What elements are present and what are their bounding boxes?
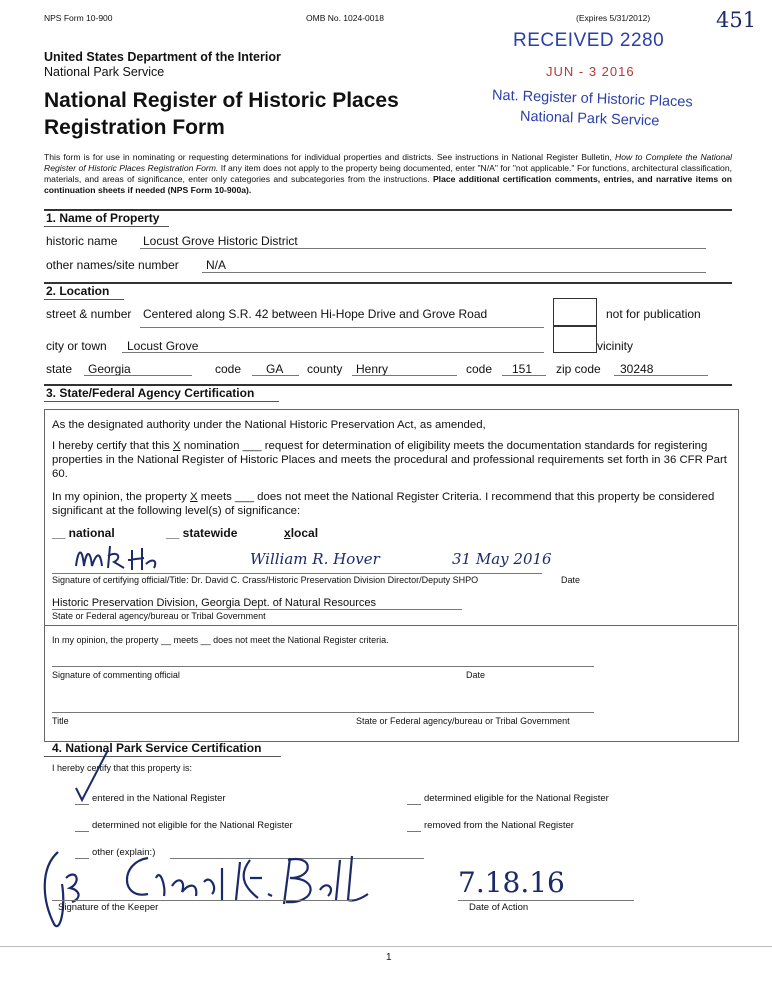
other-names-value[interactable]: N/A	[206, 258, 227, 272]
county-value[interactable]: Henry	[356, 362, 389, 376]
action-date-label: Date of Action	[469, 902, 529, 913]
received-stamp: RECEIVED 2280	[513, 30, 665, 51]
form-subtitle: Registration Form	[44, 116, 225, 139]
keeper-signature-line	[52, 900, 352, 901]
meets-mark[interactable]: X	[190, 491, 198, 503]
agency-line	[52, 609, 462, 610]
signer-name: Dr. David C. Crass/Historic Preservation Division Director/Deputy SHPO	[191, 575, 479, 585]
form-title: National Register of Historic Places	[44, 89, 399, 112]
certify-text-a: I hereby certify that this	[52, 440, 173, 452]
state-code-label: code	[215, 362, 242, 376]
section-3-underline	[44, 401, 279, 402]
stamp-register: Nat. Register of Historic Places	[491, 87, 693, 111]
opinion-text-b: meets ___ does not meet the National Register Criteria. I recommend that this property be considered significant at the following level(s) of significance:	[52, 491, 715, 517]
county-code-label: code	[466, 362, 493, 376]
signer-handwritten-name: William R. Hover	[250, 550, 380, 568]
historic-name-label: historic name	[46, 234, 118, 248]
instructions-paragraph	[44, 152, 732, 196]
section-3-heading: 3. State/Federal Agency Certification	[46, 386, 255, 400]
signature-date-handwritten: 31 May 2016	[452, 550, 552, 568]
section-1-heading: 1. Name of Property	[46, 211, 160, 225]
not-eligible-blank[interactable]	[75, 831, 89, 832]
agency2-label: State or Federal agency/bureau or Tribal Government	[356, 716, 570, 726]
agency-label: State or Federal agency/bureau or Tribal Government	[52, 611, 266, 621]
signature-title-label: Signature of certifying official/Title:	[52, 575, 189, 585]
city-value[interactable]: Locust Grove	[127, 339, 199, 353]
opinion-text-a: In my opinion, the property	[52, 491, 191, 503]
section-2-underline	[44, 299, 124, 300]
form-number: NPS Form 10-900	[44, 13, 113, 23]
other-names-label: other names/site number	[46, 258, 179, 272]
other-names-line	[202, 272, 706, 273]
level-local[interactable]	[284, 526, 318, 540]
zip-label: zip code	[556, 362, 601, 376]
county-label: county	[307, 362, 343, 376]
historic-name-value[interactable]: Locust Grove Historic District	[143, 234, 298, 248]
stamp-service: National Park Service	[519, 108, 660, 130]
keeper-signature-label: Signature of the Keeper	[58, 902, 159, 913]
option-other[interactable]: other (explain:)	[92, 847, 156, 858]
street-label: street & number	[46, 307, 132, 321]
intro-bulletin-title: How to Complete the National Register of Historic Places Registration Form.	[44, 152, 733, 173]
page-number: 1	[386, 952, 392, 963]
title-label: Title	[52, 716, 69, 726]
commenting-signature-label: Signature of commenting official	[52, 670, 180, 680]
authority-statement: As the designated authority under the National Historic Preservation Act, as amended,	[52, 419, 486, 431]
state-code-value[interactable]: GA	[266, 362, 284, 376]
omb-number: OMB No. 1024-0018	[306, 13, 384, 23]
vicinity-label: vicinity	[597, 339, 634, 353]
section-2-rule	[44, 282, 732, 284]
not-for-publication-checkbox[interactable]	[553, 298, 597, 327]
intro-text-3: If any item does not apply to the property being documented, enter "N/A" for "not applicable." For functions, architectural classification, materials, and areas of significance, enter only categories and subcategories from the instructions.	[44, 163, 732, 184]
intro-text-bold: Place additional certification comments, entries, and narrative items on continuation sheets if needed (NPS Form 10-900a).	[44, 174, 732, 195]
state-label: state	[46, 362, 73, 376]
commenting-date-label: Date	[466, 670, 486, 680]
expiration: (Expires 5/31/2012)	[576, 13, 651, 23]
county-line	[352, 375, 457, 376]
state-line	[84, 375, 192, 376]
certifying-signature-scrawl	[72, 540, 172, 574]
zip-line	[614, 375, 708, 376]
section-1-underline	[44, 226, 169, 227]
keeper-signature-scrawl	[36, 838, 376, 938]
nps-certify-statement: I hereby certify that this property is:	[52, 763, 193, 773]
vicinity-checkbox[interactable]	[553, 325, 597, 353]
zip-value[interactable]: 30248	[620, 362, 654, 376]
nomination-mark[interactable]: X	[172, 440, 181, 452]
level-national[interactable]: __ national	[52, 526, 115, 540]
intro-text-1: This form is for use in nominating or requesting determinations for individual properties and districts. See instructions in National Register Bulletin,	[44, 152, 615, 162]
section-2-heading: 2. Location	[46, 284, 110, 298]
level-statewide[interactable]: __ statewide	[166, 526, 238, 540]
signature-date-label: Date	[561, 575, 581, 585]
service-name: National Park Service	[44, 65, 165, 79]
local-label: local	[290, 526, 319, 540]
signature-label	[52, 575, 478, 585]
city-label: city or town	[46, 339, 107, 353]
historic-name-line	[140, 248, 706, 249]
option-not-eligible[interactable]: determined not eligible for the National Register	[92, 820, 293, 831]
entered-blank[interactable]	[75, 804, 89, 805]
street-line	[140, 327, 544, 328]
department-name: United States Department of the Interior	[44, 50, 281, 64]
option-removed[interactable]: removed from the National Register	[424, 820, 574, 831]
state-value[interactable]: Georgia	[88, 362, 131, 376]
agency-value[interactable]: Historic Preservation Division, Georgia Dept. of Natural Resources	[52, 597, 377, 609]
option-entered[interactable]: entered in the National Register	[92, 793, 226, 804]
county-code-line	[502, 375, 546, 376]
county-code-value[interactable]: 151	[512, 362, 533, 376]
local-mark: x	[284, 526, 291, 540]
option-eligible[interactable]: determined eligible for the National Register	[424, 793, 609, 804]
not-for-publication-label: not for publication	[606, 307, 701, 321]
section-4-heading: 4. National Park Service Certification	[52, 741, 262, 755]
state-code-line	[252, 375, 299, 376]
signature-line	[52, 573, 542, 574]
title-line	[52, 712, 594, 713]
action-date-handwritten: 7.18.16	[458, 866, 565, 899]
received-date-stamp: JUN - 3 2016	[546, 64, 635, 79]
removed-blank[interactable]	[407, 831, 421, 832]
footer-divider	[0, 946, 772, 947]
certify-text-b: nomination ___ request for determination of eligibility meets the documentation standards for registering properties in the National Register of Historic Places and meets the procedural and professional requirements set forth in 36 CFR Part 60.	[52, 440, 727, 480]
commenting-signature-line	[52, 666, 594, 667]
commenting-opinion: In my opinion, the property __ meets __ does not meet the National Register criteria.	[52, 635, 389, 645]
certify-statement	[52, 439, 732, 481]
city-line	[122, 352, 544, 353]
handwritten-page-mark: 451	[716, 8, 757, 32]
street-value[interactable]: Centered along S.R. 42 between Hi-Hope Drive and Grove Road	[143, 307, 488, 321]
action-date-line	[458, 900, 634, 901]
opinion-statement	[52, 490, 732, 518]
certification-divider	[44, 625, 737, 626]
eligible-blank[interactable]	[407, 804, 421, 805]
